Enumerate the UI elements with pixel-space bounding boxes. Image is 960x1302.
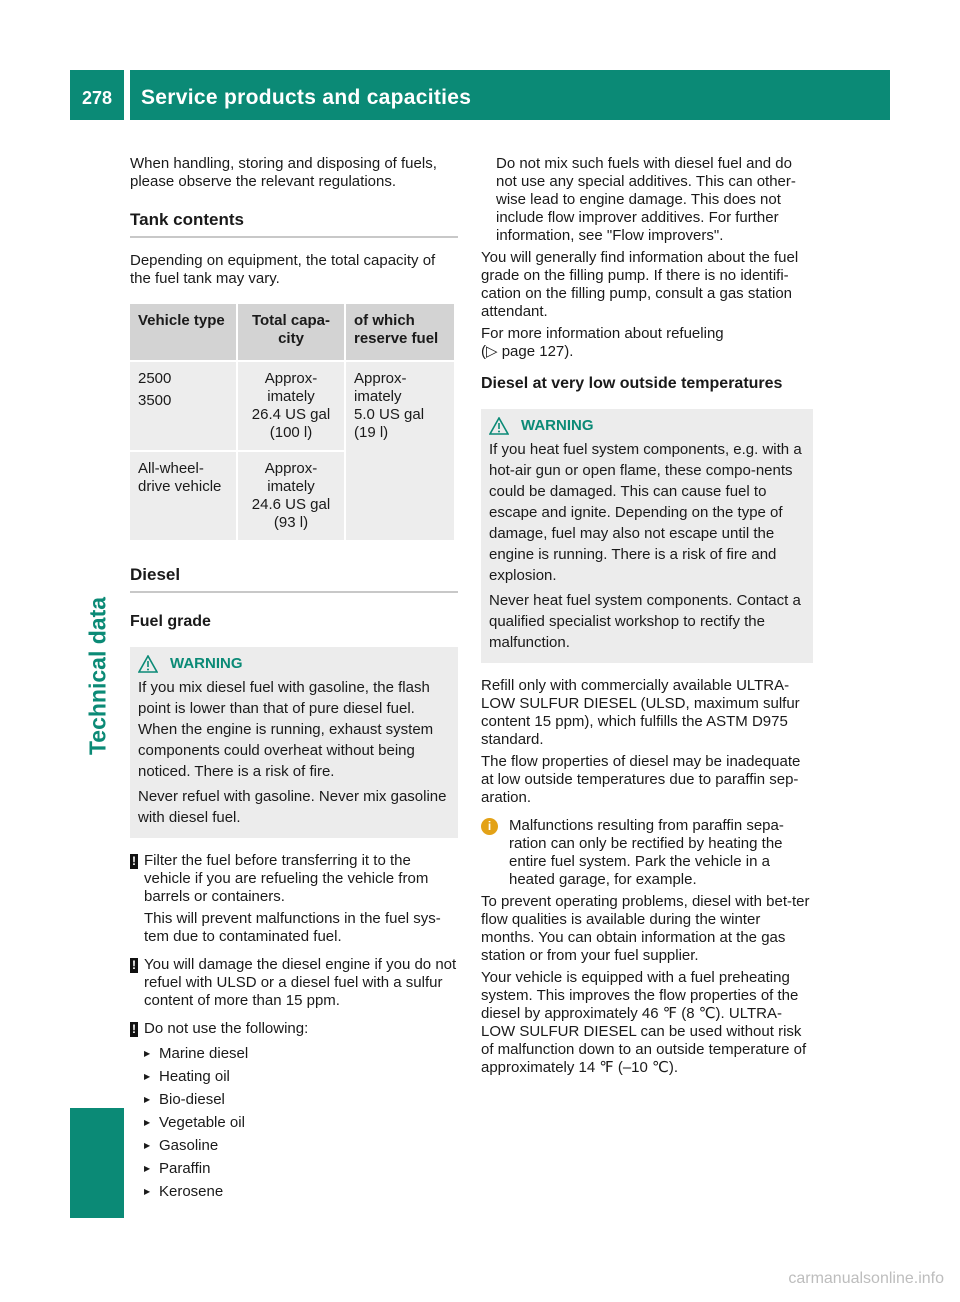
low-temp-heading: Diesel at very low outside temperatures <box>481 375 783 392</box>
cell-total-capacity <box>238 362 344 450</box>
capacity-line: 26.4 US gal <box>251 406 331 423</box>
warning-box <box>481 409 813 663</box>
list-item: ▶ Paraffin <box>144 1157 458 1180</box>
capacity-line: Approx- <box>264 460 318 477</box>
refuel-info-text: For more information about refueling <box>481 325 724 342</box>
warning-text: If you heat fuel system components, e.g. with a hot-air gun or open flame, these compo-nents could be damaged. This can cause fuel to escape and ignite. Depending on the type of damage, fuel may also not escape until the engine is running. There is a risk of fire and explosion. <box>489 441 802 584</box>
list-item: ▶ Kerosene <box>144 1180 458 1203</box>
list-item: ▶ Marine diesel <box>144 1042 458 1065</box>
warning-label: WARNING <box>521 417 594 434</box>
capacity-line: imately <box>267 478 315 495</box>
info-text: Malfunctions resulting from paraffin sepa-ration can only be rectified by heating the entire fuel system. Park the vehicle in a heated garage, for example. <box>509 817 784 888</box>
warning-header <box>138 655 450 673</box>
col-header-total-capacity <box>238 304 344 360</box>
cell-vehicle-type <box>130 452 236 540</box>
watermark: carmanualsonline.info <box>788 1270 944 1287</box>
fuel-exclusion-list <box>130 1042 458 1203</box>
side-tab-marker <box>70 1108 124 1218</box>
warning-text: If you mix diesel fuel with gasoline, the flash point is lower than that of pure diesel fuel. When the engine is running, exhaust system components could overheat without being noticed. There is a risk of fire. <box>138 679 434 780</box>
left-column <box>130 155 458 1203</box>
intro-paragraph: When handling, storing and disposing of fuels, please observe the relevant regulations. <box>130 155 437 190</box>
list-item: ▶ Vegetable oil <box>144 1111 458 1134</box>
reserve-line: 5.0 US gal <box>354 406 425 423</box>
vehicle-type-line: 2500 <box>138 370 172 387</box>
table-header-row <box>130 304 454 360</box>
page-title: Service products and capacities <box>141 86 472 109</box>
table-row <box>130 362 454 450</box>
continued-paragraph: Do not mix such fuels with diesel fuel and do not use any special additives. This can other-wise lead to engine damage. This does not include flow improver additives. For further information, see "Flow improvers". <box>496 155 796 244</box>
cell-vehicle-type <box>130 362 236 450</box>
flow-properties-paragraph: The flow properties of diesel may be inadequate at low outside temperatures due to paraffin sep-aration. <box>481 753 801 806</box>
diesel-heading: Diesel <box>130 566 458 593</box>
side-tab-label: Technical data <box>84 596 111 756</box>
fuel-grade-info-paragraph: You will generally find information about the fuel grade on the filling pump. If there is no identifi-cation on the filling pump, consult a gas station attendant. <box>481 249 799 320</box>
col-header-reserve-fuel: of which reserve fuel <box>346 304 454 360</box>
capacity-line: 24.6 US gal <box>251 496 331 513</box>
ulsd-paragraph: Refill only with commercially available ULTRA-LOW SULFUR DIESEL (ULSD, maximum sulfur content 15 ppm), which fulfills the ASTM D975 standard. <box>481 677 800 748</box>
page-number: 278 <box>81 88 113 108</box>
caution-text: Filter the fuel before transferring it to the vehicle if you are refueling the vehicle from barrels or containers. <box>144 852 429 905</box>
capacity-line: (100 l) <box>269 424 313 441</box>
capacity-line: imately <box>267 388 315 405</box>
reserve-line: imately <box>354 388 402 405</box>
capacity-line: (93 l) <box>273 514 309 531</box>
list-item: ▶ Heating oil <box>144 1065 458 1088</box>
list-item: ▶ Bio-diesel <box>144 1088 458 1111</box>
caution-text: Do not use the following: <box>144 1020 309 1037</box>
fuel-grade-heading: Fuel grade <box>130 613 211 630</box>
info-icon: i <box>481 818 498 835</box>
exclamation-icon: ! <box>132 958 136 972</box>
warning-box <box>130 647 458 838</box>
list-item: ▶ Gasoline <box>144 1134 458 1157</box>
caution-note <box>130 852 458 946</box>
warning-label: WARNING <box>170 655 243 672</box>
caution-text: You will damage the diesel engine if you do not refuel with ULSD or a diesel fuel with a sulfur content of more than 15 ppm. <box>144 956 457 1009</box>
reserve-line: Approx- <box>354 370 407 387</box>
vehicle-type-line: All-wheel- <box>138 460 204 477</box>
cell-reserve-fuel <box>346 362 454 540</box>
warning-triangle-icon <box>489 417 509 435</box>
info-note <box>481 817 813 889</box>
tank-contents-heading: Tank contents <box>130 211 458 238</box>
caution-note <box>130 956 458 1010</box>
vehicle-type-line: 3500 <box>138 392 172 409</box>
right-column <box>481 155 813 1077</box>
warning-triangle-icon <box>138 655 158 673</box>
exclamation-icon: ! <box>132 1022 136 1036</box>
caution-text: This will prevent malfunctions in the fuel sys-tem due to contaminated fuel. <box>144 910 441 945</box>
capacity-line: Approx- <box>264 370 318 387</box>
cell-total-capacity <box>238 452 344 540</box>
tank-intro: Depending on equipment, the total capacity of the fuel tank may vary. <box>130 252 436 287</box>
exclamation-icon: ! <box>132 854 136 868</box>
page-reference-link[interactable]: (▷ page 127). <box>481 343 574 360</box>
vehicle-type-line: drive vehicle <box>138 478 222 495</box>
refuel-info-paragraph <box>481 325 813 361</box>
header-bar <box>130 70 890 120</box>
warning-header <box>489 417 805 435</box>
reserve-line: (19 l) <box>354 424 389 441</box>
winter-diesel-paragraph: To prevent operating problems, diesel with bet-ter flow qualities is available during the winter months. You can obtain information at the gas station or from your fuel supplier. <box>481 893 810 964</box>
caution-note <box>130 1020 458 1038</box>
warning-text: Never refuel with gasoline. Never mix gasoline with diesel fuel. <box>138 788 447 826</box>
col-header-vehicle-type: Vehicle type <box>130 304 236 360</box>
capacity-table <box>128 302 456 542</box>
page-number-box <box>70 70 124 120</box>
col-header-total-capacity-text: Total capa-city <box>251 312 331 347</box>
warning-text: Never heat fuel system components. Contact a qualified specialist workshop to rectify the malfunction. <box>489 592 801 651</box>
preheating-paragraph: Your vehicle is equipped with a fuel preheating system. This improves the flow properties of the diesel by approximately 46 ℉ (8 ℃). ULTRA-LOW SULFUR DIESEL can be used without risk of malfunction down to an outside temperature of approximately 14 ℉ (‒10 ℃). <box>481 969 807 1076</box>
section-side-tab <box>72 460 124 890</box>
